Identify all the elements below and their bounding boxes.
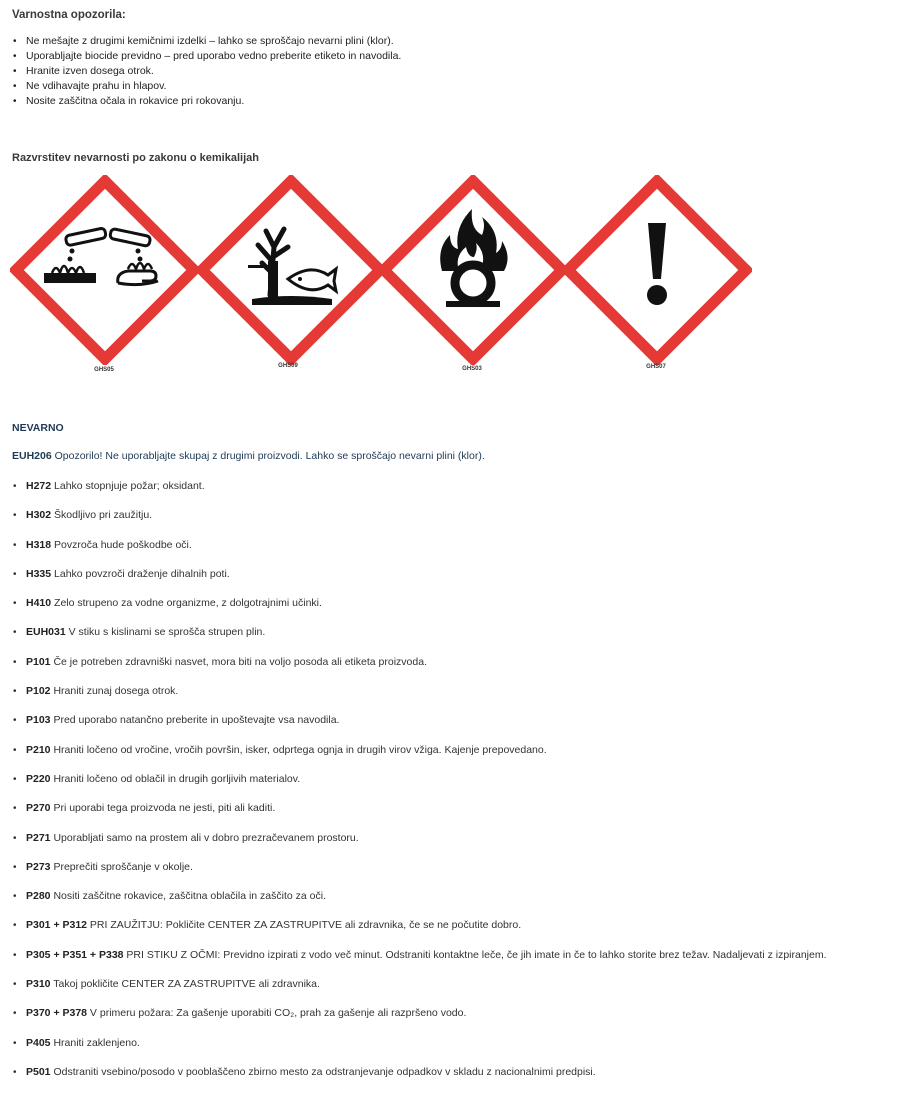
list-item: [12, 509, 827, 538]
exclamation-mark-icon: [562, 175, 752, 365]
statement-code: P273: [26, 860, 51, 873]
list-item: [12, 949, 827, 978]
statement-text: Pri uporabi tega proizvoda ne jesti, piti ali kaditi.: [50, 802, 276, 815]
statement-text: Hraniti ločeno od vročine, vročih površin, isker, odprtega ognja in drugih virov vžiga. Kajenje prepovedano.: [50, 743, 547, 756]
list-item: • Hranite izven dosega otrok.: [12, 64, 401, 79]
ghs-code-label: GHS03: [462, 366, 482, 372]
list-item: [12, 1007, 827, 1036]
flame-over-circle-icon: [378, 175, 568, 365]
ghs-code-label: GHS05: [94, 367, 114, 373]
list-item: • Nosite zaščitna očala in rokavice pri rokovanju.: [12, 94, 401, 109]
statement-text: Pred uporabo natančno preberite in upoštevajte vsa navodila.: [50, 714, 340, 727]
list-item: • Ne mešajte z drugimi kemičnimi izdelki – lahko se sproščajo nevarni plini (klor).: [12, 34, 401, 49]
list-item: [12, 1066, 827, 1095]
statement-code: EUH031: [26, 626, 66, 639]
list-item: • Uporabljajte biocide previdno – pred uporabo vedno preberite etiketo in navodila.: [12, 49, 401, 64]
statement-code: H318: [26, 538, 52, 551]
statement-code: P405: [26, 1036, 51, 1049]
list-item: [12, 832, 827, 861]
statement-code: H272: [26, 480, 52, 492]
statement-code: P102: [26, 685, 51, 698]
list-item: • Ne vdihavajte prahu in hlapov.: [12, 79, 401, 94]
statement-text: Hraniti zaklenjeno.: [50, 1036, 140, 1049]
statement-text: Če je potreben zdravniški nasvet, mora biti na voljo posoda ali etiketa proizvoda.: [50, 655, 427, 668]
statement-code: H335: [26, 567, 52, 580]
statement-text: V primeru požara: Za gašenje uporabiti CO₂, prah za gašenje ali razpršeno vodo.: [87, 1007, 467, 1020]
list-item: [12, 568, 827, 597]
list-item: [12, 480, 827, 509]
ghs-code-label: GHS09: [278, 363, 298, 369]
list-item: [12, 802, 827, 831]
statement-text: Odstraniti vsebino/posodo v pooblaščeno zbirno mesto za odstranjevanje odpadkov v skladu z nacionalnimi predpisi.: [50, 1065, 596, 1078]
ghs-code-label: GHS07: [646, 364, 666, 370]
statement-text: Takoj pokličite CENTER ZA ZASTRUPITVE ali zdravnika.: [50, 978, 320, 991]
safety-warnings-title: Varnostna opozorila:: [12, 9, 126, 21]
statement-code: H410: [26, 597, 52, 610]
list-item: [12, 978, 827, 1007]
statement-text: Hraniti ločeno od oblačil in drugih gorljivih materialov.: [50, 772, 301, 785]
statement-text: Nositi zaščitne rokavice, zaščitna oblačila in zaščito za oči.: [50, 890, 326, 903]
safety-warnings-list: [12, 34, 401, 109]
statement-text: Povzroča hude poškodbe oči.: [51, 538, 192, 551]
list-item: [12, 861, 827, 890]
statement-text: Lahko povzroči draženje dihalnih poti.: [51, 567, 230, 580]
statement-text: PRI STIKU Z OČMI: Previdno izpirati z vodo več minut. Odstraniti kontaktne leče, če jih imate in če to lahko storite brez težav. Nadaljevati z izpiranjem.: [123, 948, 827, 961]
hazard-classification-title: Razvrstitev nevarnosti po zakonu o kemikalijah: [12, 152, 259, 164]
statement-text: Preprečiti sproščanje v okolje.: [50, 860, 193, 873]
statement-code: EUH206: [12, 450, 52, 462]
hazard-precaution-list: [12, 480, 827, 1095]
list-item: [12, 744, 827, 773]
statement-code: P220: [26, 772, 51, 785]
statement-text: V stiku s kislinami se sprošča strupen plin.: [65, 626, 266, 639]
statement-code: P305 + P351 + P338: [26, 948, 124, 961]
statement-code: P370 + P378: [26, 1007, 88, 1020]
list-item: [12, 685, 827, 714]
statement-text: Opozorilo! Ne uporabljajte skupaj z drugimi proizvodi. Lahko se sproščajo nevarni plini (klor).: [51, 450, 485, 462]
list-item: [12, 1037, 827, 1066]
statement-text: PRI ZAUŽITJU: Pokličite CENTER ZA ZASTRUPITVE ali zdravnika, če se ne počutite dobro.: [87, 919, 522, 932]
statement-text: Škodljivo pri zaužitju.: [51, 509, 153, 522]
statement-code: H302: [26, 509, 52, 522]
statement-code: P210: [26, 743, 51, 756]
list-item: [12, 773, 827, 802]
list-item: [12, 919, 827, 948]
signal-word: NEVARNO: [12, 422, 64, 434]
list-item: [12, 714, 827, 743]
list-item: [12, 656, 827, 685]
list-item: [12, 890, 827, 919]
statement-code: P301 + P312: [26, 919, 88, 932]
statement-code: P271: [26, 831, 51, 844]
statement-code: P501: [26, 1065, 51, 1078]
corrosion-icon: [10, 175, 200, 365]
statement-code: P101: [26, 655, 51, 668]
statement-code: P310: [26, 978, 51, 991]
statement-text: Hraniti zunaj dosega otrok.: [50, 685, 179, 698]
list-item: [12, 539, 827, 568]
statement-code: P280: [26, 890, 51, 903]
statement-code: P103: [26, 714, 51, 727]
statement-text: Uporabljati samo na prostem ali v dobro prezračevanem prostoru.: [50, 831, 359, 844]
statement-code: P270: [26, 802, 51, 815]
euh206-statement: [12, 450, 485, 462]
statement-text: Lahko stopnjuje požar; oksidant.: [51, 480, 205, 492]
statement-text: Zelo strupeno za vodne organizme, z dolgotrajnimi učinki.: [51, 597, 322, 610]
list-item: [12, 626, 827, 655]
list-item: [12, 597, 827, 626]
environment-icon: [196, 175, 386, 365]
